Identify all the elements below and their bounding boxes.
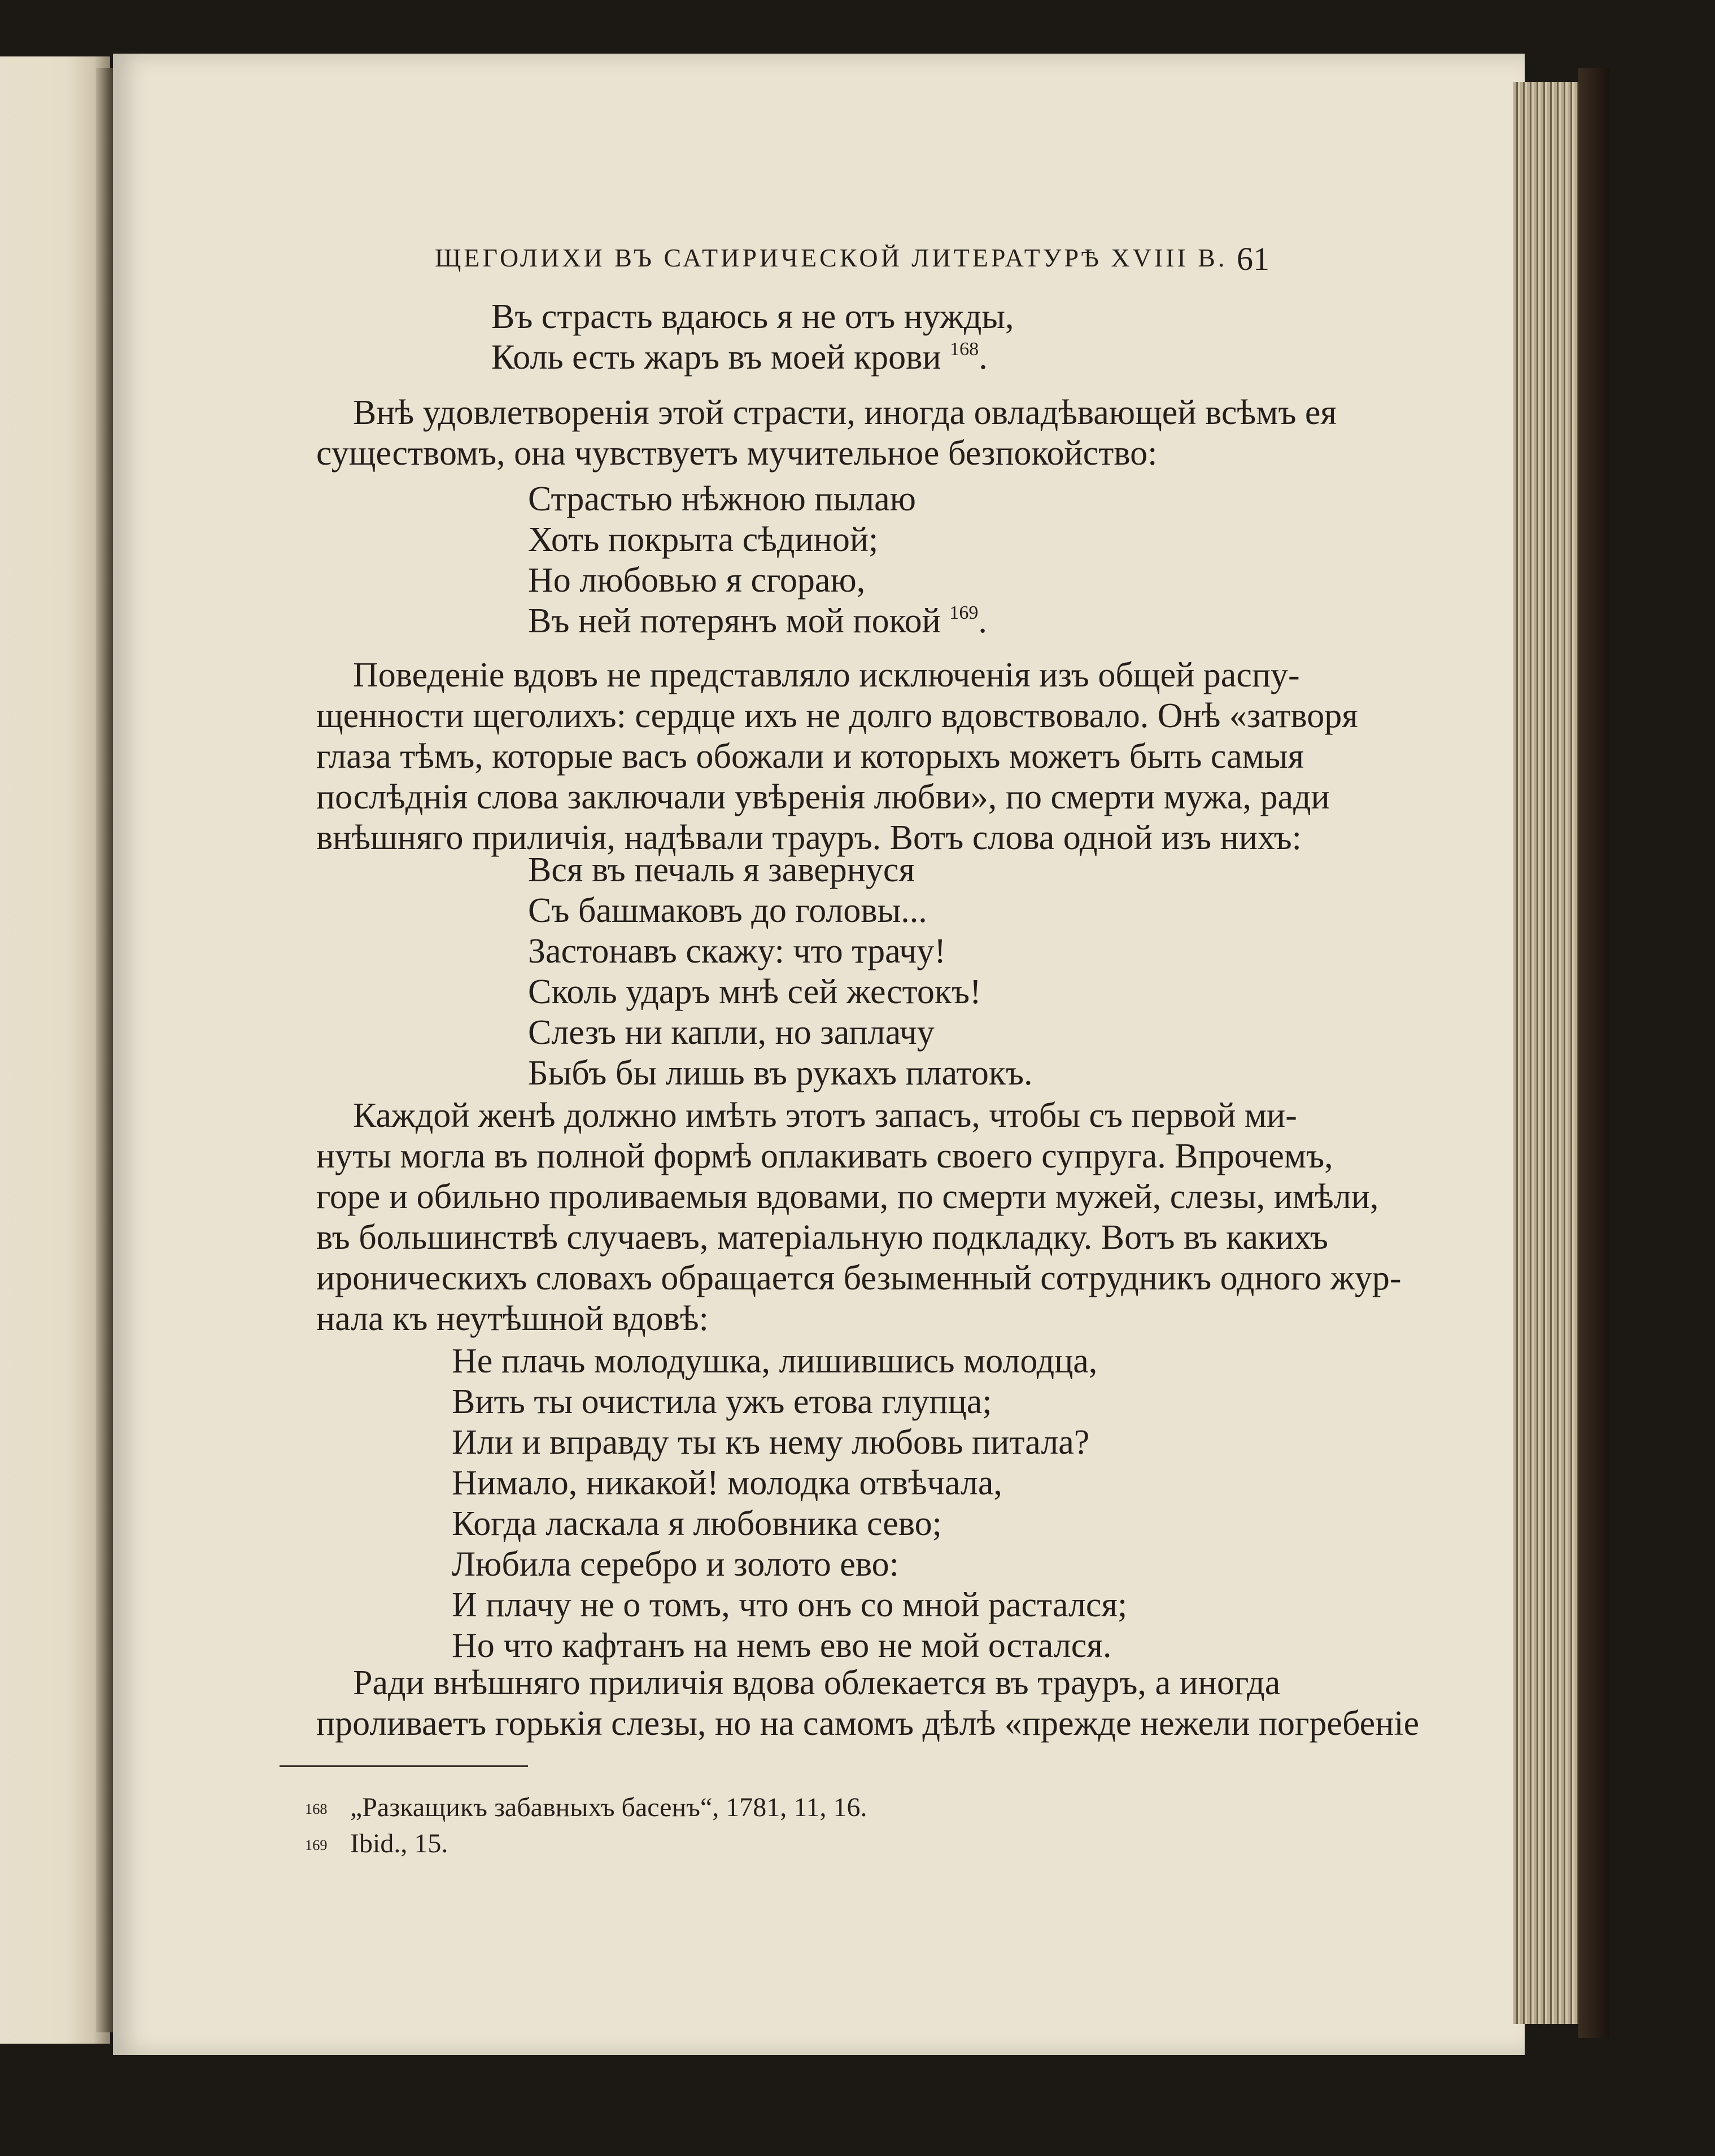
paragraph-line: въ большинствѣ случаевъ, матеріальную подкладку. Вотъ въ какихъ (316, 1218, 1328, 1257)
verse-line (528, 601, 987, 641)
paragraph-line: Ради внѣшняго приличія вдова облекается въ трауръ, а иногда (353, 1664, 1281, 1702)
verse-line-text: Въ ней потерянъ мой покой (528, 602, 950, 640)
paragraph-line: послѣднія слова заключали увѣренія любви», по смерти мужа, ради (316, 778, 1330, 816)
verse-line: Вить ты очистила ужъ етова глупца; (452, 1383, 992, 1421)
verse-line: Слезъ ни капли, но заплачу (528, 1013, 935, 1052)
footnotes (350, 1790, 867, 1862)
verse-line-text: Коль есть жаръ въ моей крови (491, 338, 950, 377)
paragraph-line: нала къ неутѣшной вдовѣ: (316, 1300, 709, 1338)
verse-line-end: . (979, 338, 988, 377)
paragraph-line: горе и обильно проливаемыя вдовами, по смерти мужей, слезы, имѣли, (316, 1178, 1379, 1216)
verse-line: Нимало, никакой! молодка отвѣчала, (452, 1464, 1002, 1502)
paragraph-3 (316, 1095, 1402, 1339)
paragraph-line: нуты могла въ полной формѣ оплакивать своего супруга. Впрочемъ, (316, 1137, 1333, 1175)
paragraph-line: глаза тѣмъ, которые васъ обожали и которыхъ можетъ быть самыя (316, 737, 1304, 776)
verse-line-end: . (978, 602, 987, 640)
book-cover-edge (1578, 68, 1609, 2038)
running-head: ЩЕГОЛИХИ ВЪ САТИРИЧЕСКОЙ ЛИТЕРАТУРѢ XVIII В. (435, 243, 1228, 272)
verse-line: Застонавъ скажу: что трачу! (528, 932, 946, 970)
paragraph-line: щенности щеголихъ: сердце ихъ не долго вдовствовало. Онѣ «затворя (316, 697, 1358, 735)
verse-line (491, 296, 1014, 337)
footnote (350, 1790, 867, 1826)
footnote (350, 1826, 867, 1862)
verse-line: Любила серебро и золото ево: (452, 1545, 899, 1584)
verse-line: Но любовью я сгораю, (528, 561, 866, 600)
verse-line: Сколь ударъ мнѣ сей жестокъ! (528, 973, 981, 1011)
paragraph-line: ироническихъ словахъ обращается безыменный сотрудникъ одного жур- (316, 1259, 1402, 1297)
footnote-ref: 169 (949, 602, 979, 624)
verse-line: Вся въ печаль я завернуся (528, 851, 915, 889)
verse-line: Быбъ бы лишь въ рукахъ платокъ. (528, 1054, 1033, 1092)
verse-line: Когда ласкала я любовника сево; (452, 1505, 942, 1543)
verse-line: И плачу не о томъ, что онъ со мной растался; (452, 1586, 1128, 1624)
verse-line: Съ башмаковъ до головы... (528, 891, 927, 930)
verse-line (491, 337, 1014, 378)
verse-block-3 (528, 850, 1033, 1094)
page-block-edge (1513, 82, 1587, 2024)
paragraph-line: существомъ, она чувствуетъ мучительное безпокойство: (316, 434, 1158, 473)
verse-line: Страстью нѣжною пылаю (528, 480, 916, 518)
footnote-ref: 168 (950, 339, 979, 360)
paragraph-line: Внѣ удовлетворенія этой страсти, иногда овладѣвающей всѣмъ ея (353, 393, 1337, 432)
verse-line: Хоть покрыта сѣдиной; (528, 521, 879, 559)
verse-block-1 (491, 296, 1014, 378)
left-page-edge (0, 56, 110, 2044)
paragraph-line: внѣшняго приличія, надѣвали трауръ. Вотъ слова одной изъ нихъ: (316, 819, 1302, 857)
paragraph-4 (316, 1663, 1420, 1744)
footnote-rule (280, 1765, 528, 1767)
footnote-text: Ibid., 15. (350, 1829, 448, 1858)
paragraph-line: проливаетъ горькія слезы, но на самомъ дѣлѣ «прежде нежели погребеніе (316, 1704, 1420, 1743)
paragraph-line: Поведеніе вдовъ не представляло исключенія изъ общей распу- (353, 656, 1300, 694)
paragraph-line: Каждой женѣ должно имѣть этотъ запасъ, чтобы съ первой ми- (353, 1096, 1297, 1135)
verse-block-2 (528, 479, 987, 641)
verse-block-4 (452, 1341, 1127, 1666)
verse-line: Или и вправду ты къ нему любовь питала? (452, 1423, 1090, 1462)
footnote-text: „Разкащикъ забавныхъ басенъ“, 1781, 11, 16. (350, 1792, 867, 1822)
verse-line-text: Въ страсть вдаюсь я не отъ нужды, (491, 298, 1014, 336)
paragraph-2 (316, 655, 1358, 858)
page-number: 61 (1237, 240, 1269, 277)
verse-line: Не плачь молодушка, лишившись молодца, (452, 1342, 1098, 1380)
verse-line: Но что кафтанъ на немъ ево не мой остался. (452, 1626, 1112, 1665)
paragraph-1 (316, 392, 1337, 474)
